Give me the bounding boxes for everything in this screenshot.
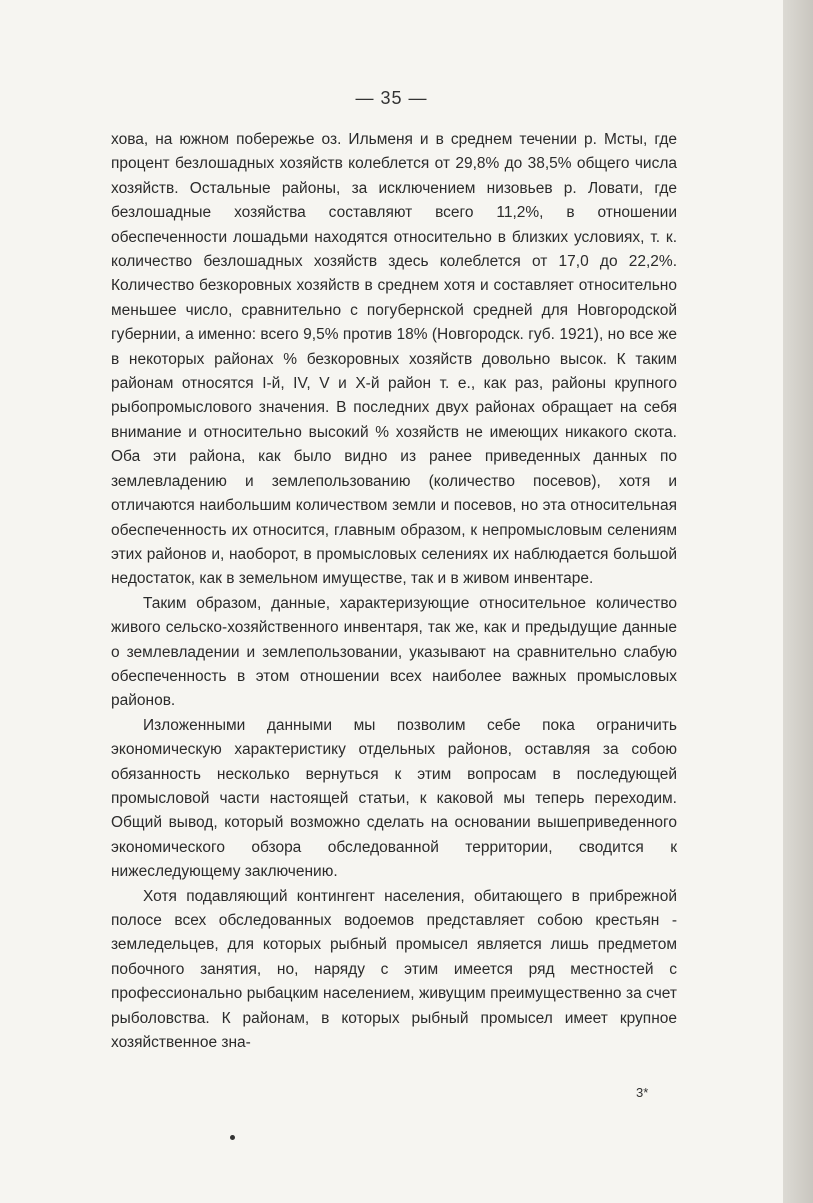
paragraph-4: Хотя подавляющий контингент населения, обитающего в прибрежной полосе всех обследованных водоемов представляет собою крестьян - земледельцев, для которых рыбный промысел является лишь предметом побочного занятия, но, наряду с этим имеется ряд местностей с профессионально рыбацким населением, живущим преимущественно за счет рыболовства. К районам, в которых рыбный промысел имеет крупное хозяйственное зна- xyxy=(111,887,677,1052)
page-number: — 35 — xyxy=(355,88,428,108)
paragraph-1: хова, на южном побережье оз. Ильменя и в среднем течении р. Мсты, где процент безлошадных хозяйств колеблется от 29,8% до 38,5% общего числа хозяйств. Остальные районы, за исключением низовьев р. Ловати, где безлошадные хозяйства составляют всего 11,2%, в отношении обеспеченности лошадьми находятся относительно в близких условиях, т. к. количество безлошадных хозяйств здесь колеблется от 17,0 до 22,2%. Количество безкоровных хозяйств в среднем хотя и составляет относительно меньшее число, сравнительно с погубернской средней для Новгородской губернии, а именно: всего 9,5% против 18% (Новгородск. губ. 1921), но все же в некоторых районах % безкоровных хозяйств довольно высок. К таким районам относятся I-й, IV, V и X-й район т. е., как раз, районы крупного рыбопромыслового значения. В последних двух районах обращает на себя внимание и относительно высокий % хозяйств не имеющих никакого скота. Оба эти района, как было видно из ранее приведенных данных по землевладению и землепользованию (количество посевов), хотя и отличаются наибольшим количеством земли и посевов, но эта относительная обеспеченность их относится, главным образом, к непромысловым селениям этих районов и, наоборот, в промысловых селениях их наблюдается большой недостаток, как в земельном имуществе, так и в живом инвентаре. xyxy=(111,131,677,588)
page-edge xyxy=(783,0,813,1203)
body-text xyxy=(111,128,677,1055)
signature-mark: 3* xyxy=(636,1085,649,1100)
paragraph-3: Изложенными данными мы позволим себе пока ограничить экономическую характеристику отдельных районов, оставляя за собою обязанность несколько вернуться к этим вопросам в последующей промысловой части настоящей статьи, к каковой мы теперь переходим. Общий вывод, который возможно сделать на основании вышеприведенного экономического обзора обследованной территории, сводится к нижеследующему заключению. xyxy=(111,716,677,881)
paragraph-2: Таким образом, данные, характеризующие относительное количество живого сельско-хозяйственного инвентаря, так же, как и предыдущие данные о землевладении и землепользовании, указывают на сравнительно слабую обеспеченность в этом отношении всех наиболее важных промысловых районов. xyxy=(111,594,677,710)
ink-dot xyxy=(230,1135,235,1140)
